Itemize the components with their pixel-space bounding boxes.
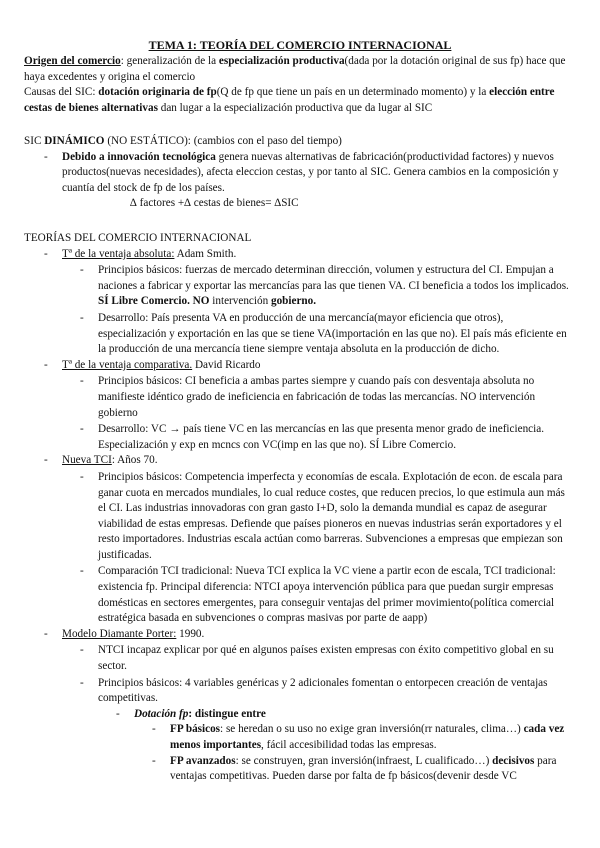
theory-author: David Ricardo [192, 358, 261, 371]
item-text: Desarrollo: VC → país tiene VC en las mercancías en las que presenta menor grado de ineficiencia. Especialización y exp en mcncs con VC(imp en las que no). SÍ Libre Comercio. [98, 423, 544, 451]
theory-ventaja-comparativa [24, 358, 572, 374]
origen-label: Origen del comercio [24, 55, 121, 67]
item-text: : se construyen, gran inversión(infraest, L cualificado…) [235, 754, 493, 767]
item-text: Principios básicos: fuerzas de mercado determinan dirección, volumen y estructura del CI. Empujan a naciones a fabricar y exportar las mercancías para las que tienen VA. CI beneficia a todos los implicados. [98, 264, 569, 292]
sic-item-text: genera nuevas alternativas de fabricación(productividad factores) y nuevos productos(nuevas necesidades), afecta eleccion cestas, y por tanto al SIC. Genera cambios en la composición y cuantía del stock de fp de los países. [62, 150, 559, 194]
sic-item-bold: Debido a innovación tecnológica [62, 150, 216, 163]
dash-bullet: - [80, 375, 84, 388]
item-bold: SÍ Libre Comercio. NO [98, 295, 210, 308]
origen-bold: especialización productiva [218, 55, 345, 67]
origen-paragraph [24, 54, 572, 85]
list-item [24, 422, 572, 453]
item-text: para ventajas competitivas. Pueden darse por falta de fp básicos(devenir desde VC [170, 754, 557, 783]
causas-paragraph [24, 85, 572, 116]
intro-section [24, 54, 572, 116]
dash-bullet: - [80, 264, 84, 277]
theory-label: Tª de la ventaja absoluta: [62, 247, 175, 260]
item-text: : distingue entre [188, 707, 266, 720]
theory-label: Modelo Diamante Porter: [62, 627, 177, 640]
causas-text3: dan lugar a la especialización productiva que da lugar al SIC [157, 101, 433, 114]
theory-ventaja-absoluta [24, 247, 572, 263]
dash-bullet: - [80, 423, 84, 436]
list-item [24, 643, 572, 674]
sic-heading-bold: DINÁMICO [44, 135, 105, 147]
list-item [24, 754, 572, 785]
theory-label: Nueva TCI [62, 454, 112, 467]
theory-author: : Años 70. [111, 454, 158, 467]
list-item [24, 311, 572, 358]
dash-bullet: - [44, 627, 48, 640]
dash-bullet: - [44, 150, 48, 163]
item-text: Comparación TCI tradicional: Nueva TCI explica la VC viene a partir econ de escala, TCI tradicional: existencia fp. Principal diferencia: NTCI apoya intervención pública para que puedan surgir empresas domésticas en sectores emergentes, para conseguir ventajas del primer movimiento(política comercial estratégica basada en subvenciones o compras masivas por parte de aapp) [98, 565, 556, 625]
list-item [24, 707, 572, 723]
item-bold: gobierno. [270, 295, 317, 308]
dash-bullet: - [80, 644, 84, 657]
list-item [24, 374, 572, 421]
list-item [24, 263, 572, 310]
teorias-heading: TEORÍAS DEL COMERCIO INTERNACIONAL [24, 232, 252, 244]
item-bold: Dotación fp [134, 707, 189, 720]
dash-bullet: - [116, 707, 120, 720]
sic-heading [24, 134, 572, 150]
item-bold: FP básicos [170, 723, 221, 736]
causas-text1: Causas del SIC: [24, 86, 99, 99]
theory-nueva-tci [24, 453, 572, 469]
item-text: , fácil accesibilidad todas las empresas. [261, 739, 437, 751]
sic-formula: ∆ factores +∆ cestas de bienes= ∆SIC [130, 197, 299, 210]
list-item [24, 722, 572, 753]
dash-bullet: - [80, 311, 84, 324]
item-text: NTCI incapaz explicar por qué en algunos países existen empresas con éxito competitivo global en su sector. [98, 644, 554, 673]
theory-diamante-porter [24, 627, 572, 643]
item-text: intervención [209, 295, 271, 308]
item-text: Principios básicos: 4 variables genéricas y 2 adicionales fomentan o entorpecen creación de ventajas competitivas. [98, 676, 548, 705]
sic-section [24, 134, 572, 212]
dash-bullet: - [80, 470, 84, 483]
theory-author: Adam Smith. [174, 247, 237, 260]
theory-label: Tª de la ventaja comparativa. [62, 358, 193, 371]
dash-bullet: - [44, 454, 48, 467]
dash-bullet: - [80, 676, 84, 689]
item-text: Principios básicos: Competencia imperfecta y economías de escala. Explotación de econ. de escala para ganar cuota en mercados mundiales, lo cual reduce costes, que reducen precios, lo que estimula aun más el CI. Las industrias innovadoras con gran gasto I+D, solo la demanda mundial es capaz de asegurar viabilidad de estas empresas. Defiende que países pioneros en nuevas industrias serán exportadores y el resto importadores. Industrias escala actúan como barreras. Subvenciones a empresas que empiezan son justificadas. [98, 470, 565, 561]
item-bold: cada vez menos importantes [170, 723, 565, 751]
origen-text1: : generalización de la [120, 55, 219, 67]
item-text: Desarrollo: País presenta VA en producción de una mercancía(mayor eficiencia que otros), especialización y exportación en las que se tiene VA(importación en las que no). El país más eficiente en la producción de una mercancía tiene siempre ventaja absoluta en la producción de dicho. [98, 311, 567, 356]
causas-text2: (Q de fp que tiene un país en un determinado momento) y la [216, 86, 490, 99]
dash-bullet: - [80, 565, 84, 578]
dash-bullet: - [44, 358, 48, 371]
causas-bold2: elección entre cestas de bienes alternativas [24, 86, 555, 114]
sic-heading-pre: SIC [24, 135, 45, 147]
theory-author: 1990. [176, 627, 205, 640]
list-item [24, 470, 572, 564]
list-item [24, 564, 572, 626]
item-text: : se heredan o su uso no exige gran inversión(rr naturales, clima…) [220, 723, 524, 736]
page-title: TEMA 1: TEORÍA DEL COMERCIO INTERNACIONAL [148, 38, 452, 52]
list-item [24, 676, 572, 707]
teorias-section [24, 231, 572, 785]
item-bold: FP avanzados [170, 754, 236, 767]
causas-bold1: dotación originaria de fp [98, 86, 217, 99]
item-bold: decisivos [492, 754, 535, 767]
origen-text2: (dada por la dotación original de sus fp) hace que haya excedentes y origina el comercio [24, 55, 566, 83]
dash-bullet: - [152, 754, 156, 767]
dash-bullet: - [152, 723, 156, 736]
item-text: Principios básicos: CI beneficia a ambas partes siempre y cuando país con desventaja absoluta no manifieste idéntico grado de ineficiencia en fabricación de todas las mercancías. NO intervención gobierno [98, 375, 536, 419]
sic-list-item [24, 150, 572, 197]
dash-bullet: - [44, 247, 48, 260]
sic-heading-post: (NO ESTÁTICO): (cambios con el paso del tiempo) [104, 135, 342, 147]
